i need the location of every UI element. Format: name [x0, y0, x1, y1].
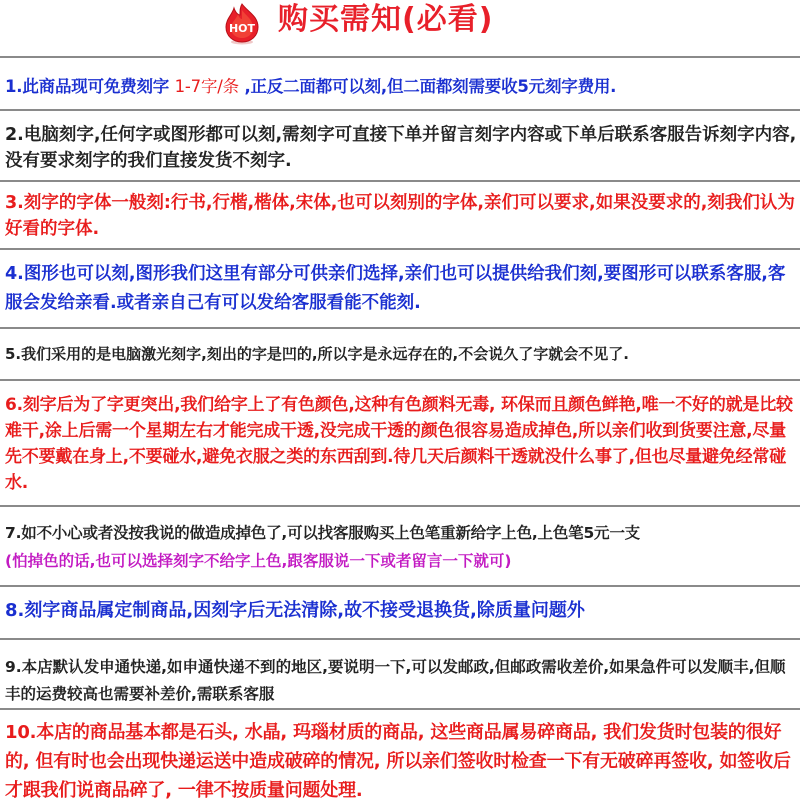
note-7: 7.如不小心或者没按我说的做造成掉色了,可以找客服购买上色笔重新给字上色,上色笔5元一支	[5, 524, 640, 542]
divider	[0, 379, 800, 381]
divider	[0, 109, 800, 111]
note-1-highlight: 1-7字/条	[174, 77, 239, 96]
note-4: 4.图形也可以刻,图形我们这里有部分可供亲们选择,亲们也可以提供给我们刻,要图形可以联系客服,客服会发给亲看.或者亲自己有可以发给客服看能不能刻.	[5, 264, 786, 313]
divider	[0, 585, 800, 587]
divider	[0, 708, 800, 710]
note-2: 2.电脑刻字,任何字或图形都可以刻,需刻字可直接下单并留言刻字内容或下单后联系客服告诉刻字内容,没有要求刻字的我们直接发货不刻字.	[5, 125, 797, 171]
hot-badge-icon	[218, 2, 266, 46]
divider	[0, 638, 800, 640]
note-3: 3.刻字的字体一般刻:行书,行楷,楷体,宋体,也可以刻别的字体,亲们可以要求,如果没要求的,刻我们认为好看的字体.	[5, 193, 795, 239]
divider	[0, 327, 800, 329]
note-6: 6.刻字后为了字更突出,我们给字上了有色颜色,这种有色颜料无毒, 环保而且颜色鲜艳,唯一不好的就是比较难干,涂上后需一个星期左右才能完成干透,没完成干透的颜色很容易造成掉色,所以亲们收到货要注意,尽量先不要戴在身上,不要碰水,避免衣服之类的东西刮到.待几天后颜料干透就没什么事了,但也尽量避免经常碰水.	[5, 395, 793, 493]
divider	[0, 248, 800, 250]
divider	[0, 180, 800, 182]
header	[0, 0, 800, 46]
note-5: 5.我们采用的是电脑激光刻字,刻出的字是凹的,所以字是永远存在的,不会说久了字就会不见了.	[5, 345, 629, 363]
note-1-text-start: 1.此商品现可免费刻字	[5, 77, 175, 96]
divider	[0, 505, 800, 507]
note-7-remark: (怕掉色的话,也可以选择刻字不给字上色,跟客服说一下或者留言一下就可)	[5, 552, 512, 570]
note-1	[5, 74, 797, 100]
note-9: 9.本店默认发申通快递,如申通快递不到的地区,要说明一下,可以发邮政,但邮政需收差价,如果急件可以发顺丰,但顺丰的运费较高也需要补差价,需联系客服	[5, 658, 786, 703]
hot-badge-label: HOT	[228, 22, 256, 35]
note-1-text-end: ,正反二面都可以刻,但二面都刻需要收5元刻字费用.	[238, 77, 617, 96]
page-title: 购买需知(必看)	[278, 2, 494, 37]
divider	[0, 56, 800, 58]
note-8: 8.刻字商品属定制商品,因刻字后无法清除,故不接受退换货,除质量问题外	[5, 600, 585, 621]
note-10: 10.本店的商品基本都是石头, 水晶, 玛瑙材质的商品, 这些商品属易碎商品, 我们发货时包装的很好的, 但有时也会出现快递运送中造成破碎的情况, 所以亲们签收时检查一下有无破碎再签收, 如签收后才跟我们说商品碎了, 一律不按质量问题处理.	[5, 722, 791, 801]
